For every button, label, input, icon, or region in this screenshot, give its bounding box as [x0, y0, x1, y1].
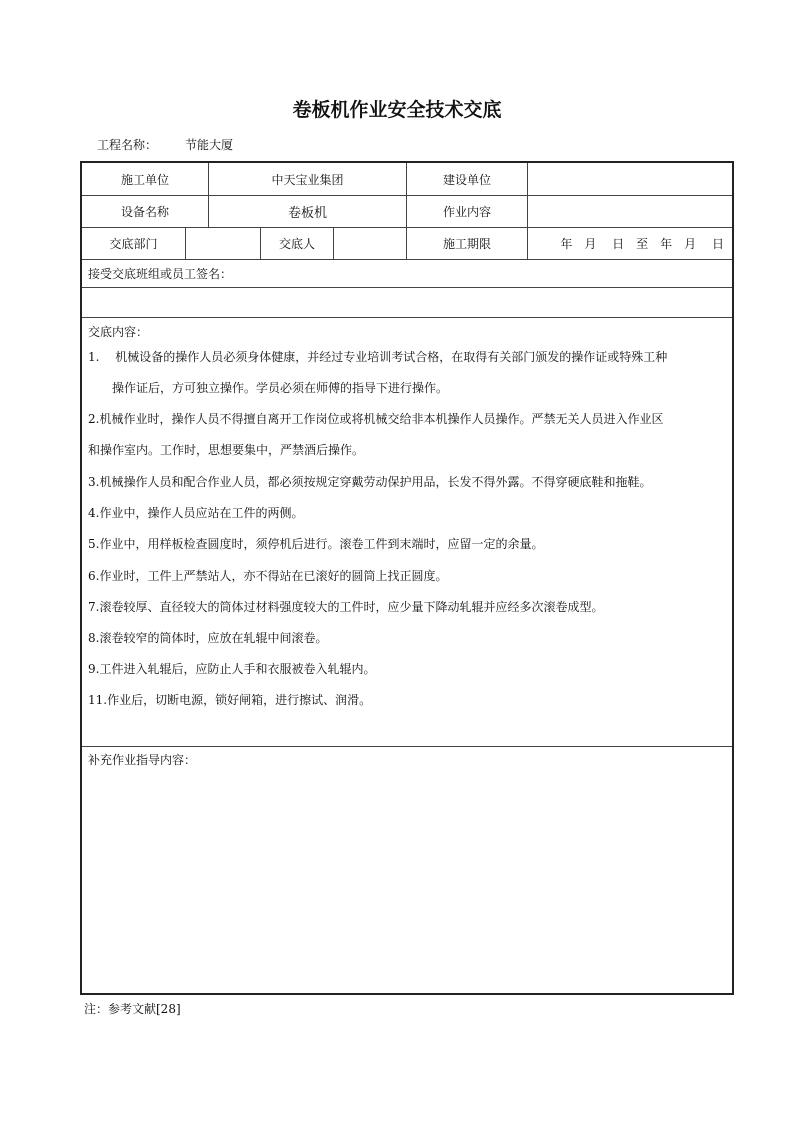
work-content-label: 作业内容	[407, 196, 528, 228]
content-line: 和操作室内。工作时，思想要集中，严禁酒后操作。	[88, 443, 365, 457]
content-label: 交底内容：	[88, 325, 149, 339]
period-value: 年 月 日 至 年 月 日	[528, 228, 732, 260]
footnote: 注：参考文献[28]	[84, 1002, 181, 1016]
content-line: 8.滚卷较窄的筒体时，应放在轧辊中间滚卷。	[88, 631, 328, 645]
divider	[82, 317, 732, 318]
equipment-label: 设备名称	[82, 196, 209, 228]
equipment-value: 卷板机	[209, 196, 407, 228]
content-line: 11.作业后，切断电源，锁好闸箱，进行擦试、润滑。	[88, 693, 372, 707]
signature-label: 接受交底班组或员工签名：	[88, 267, 233, 281]
owner-unit-label: 建设单位	[407, 163, 528, 196]
person-label: 交底人	[261, 228, 334, 260]
project-value: 节能大厦	[185, 138, 234, 152]
work-content-value	[528, 196, 732, 228]
content-line: 9.工件进入轧辊后，应防止人手和衣服被卷入轧辊内。	[88, 662, 376, 676]
content-line: 6.作业时，工件上严禁站人，亦不得站在已滚好的圆筒上找正圆度。	[88, 569, 448, 583]
content-line: 4.作业中，操作人员应站在工件的两侧。	[88, 506, 304, 520]
disclosure-table	[80, 161, 734, 995]
content-line: 1. 机械设备的操作人员必须身体健康，并经过专业培训考试合格，在取得有关部门颁发的操作证或特殊工种	[88, 350, 668, 364]
project-name	[97, 136, 233, 153]
divider	[82, 746, 732, 747]
content-line: 7.滚卷较厚、直径较大的筒体过材料强度较大的工件时，应少量下降动轧辊并应经多次滚卷成型。	[88, 600, 604, 614]
divider	[82, 287, 732, 288]
project-label: 工程名称：	[97, 138, 158, 152]
content-line: 操作证后，方可独立操作。学员必须在师傅的指导下进行操作。	[88, 381, 449, 395]
construction-unit-label: 施工单位	[82, 163, 209, 196]
content-line: 5.作业中，用样板检查圆度时，须停机后进行。滚卷工件到末端时，应留一定的余量。	[88, 537, 544, 551]
person-value	[334, 228, 407, 260]
page-title: 卷板机作业安全技术交底	[292, 99, 502, 121]
construction-unit-value: 中天宝业集团	[209, 163, 407, 196]
dept-label: 交底部门	[82, 228, 186, 260]
period-label: 施工期限	[407, 228, 528, 260]
owner-unit-value	[528, 163, 732, 196]
dept-value	[186, 228, 261, 260]
content-line: 2.机械作业时，操作人员不得擅自离开工作岗位或将机械交给非本机操作人员操作。严禁无关人员进入作业区	[88, 412, 664, 426]
content-line: 3.机械操作人员和配合作业人员，都必须按规定穿戴劳动保护用品，长发不得外露。不得穿硬底鞋和拖鞋。	[88, 475, 652, 489]
supplement-label: 补充作业指导内容：	[88, 753, 197, 767]
